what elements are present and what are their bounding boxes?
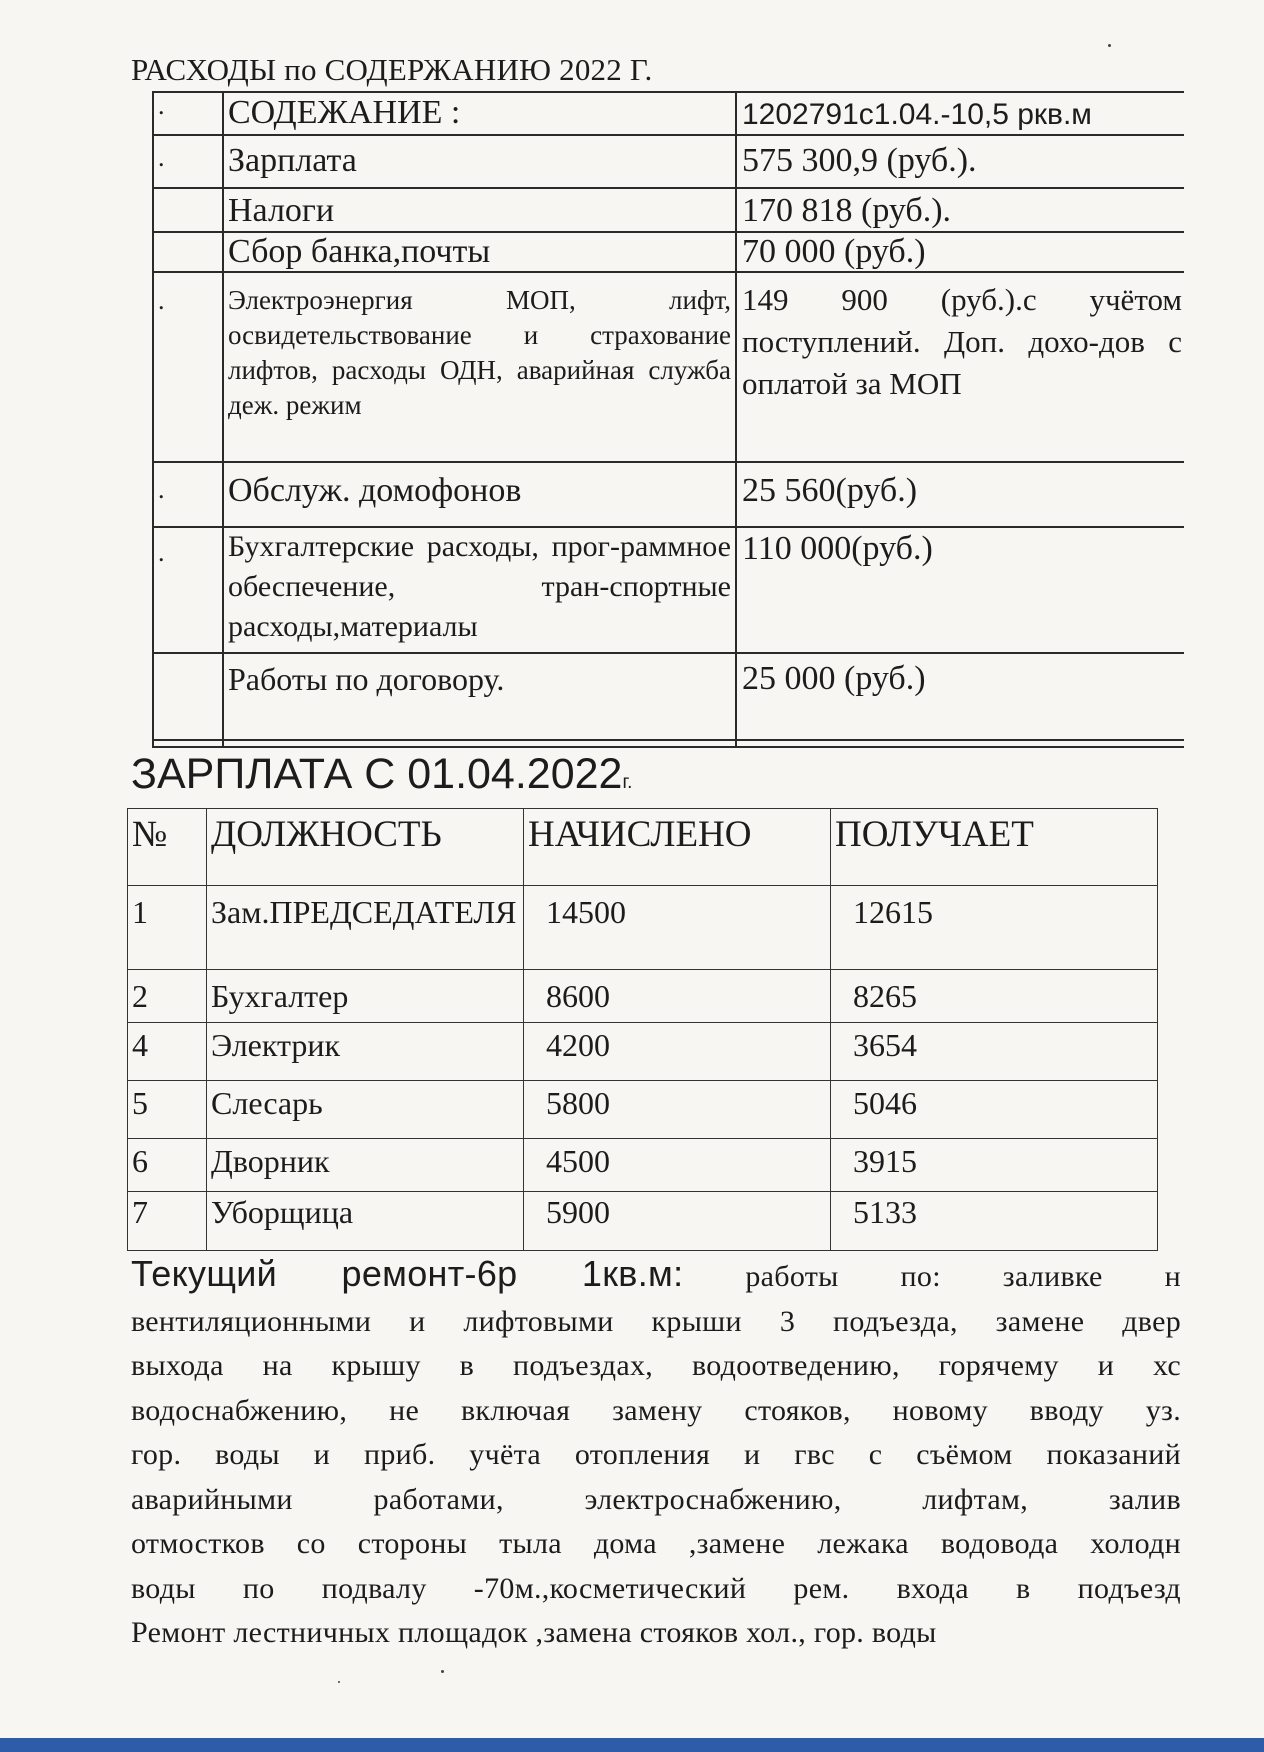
salary-num: 6 [128, 1139, 207, 1192]
scan-speck [1108, 44, 1111, 47]
salary-position: Электрик [207, 1023, 524, 1081]
scan-speck [338, 1681, 340, 1683]
repair-line: отмостков со стороны тыла дома ,замене лежака водовода холодн [131, 1527, 1181, 1560]
repair-line: водоснабжению, не включая замену стояков, новому вводу уз. [131, 1393, 1181, 1427]
expense-row-num: . [158, 538, 165, 567]
repair-paragraph [131, 1252, 1181, 1656]
repair-line: Ремонт лестничных площадок ,замена стояков хол., гор. воды [131, 1616, 937, 1649]
salary-row [128, 886, 1158, 970]
salary-header-accrued: НАЧИСЛЕНО [524, 809, 831, 886]
expense-row-value: 25 000 (руб.) [742, 660, 926, 697]
expense-row-item: Работы по договору. [228, 661, 505, 697]
salary-position: Слесарь [207, 1081, 524, 1139]
expense-row-value: 70 000 (руб.) [742, 233, 926, 270]
expenses-table [152, 91, 1184, 747]
salary-received: 5133 [831, 1192, 1158, 1251]
document-title: РАСХОДЫ по СОДЕРЖАНИЮ 2022 Г. [131, 52, 653, 87]
repair-line: аварийными работами, электроснабжению, лифтам, залив [131, 1482, 1181, 1516]
salary-accrued: 4500 [524, 1139, 831, 1192]
salary-section-title [131, 750, 632, 799]
salary-position: Уборщица [207, 1192, 524, 1251]
repair-line: вентиляционными и лифтовыми крыши 3 подъезда, замене двер [131, 1304, 1181, 1338]
salary-header-position: ДОЛЖНОСТЬ [207, 809, 524, 886]
repair-line: выхода на крышу в подъездах, водоотведению, горячему и хс [131, 1349, 1181, 1382]
salary-title-suffix: г. [622, 772, 633, 793]
salary-num: 2 [128, 970, 207, 1023]
salary-received: 8265 [831, 970, 1158, 1023]
salary-received: 5046 [831, 1081, 1158, 1139]
salary-header-num: № [128, 809, 207, 886]
expense-row-value: 575 300,9 (руб.). [742, 142, 977, 179]
expense-row-item: Налоги [228, 192, 335, 229]
expense-row-value: 25 560(руб.) [742, 472, 918, 509]
repair-line [131, 1252, 1181, 1300]
salary-accrued: 4200 [524, 1023, 831, 1081]
salary-received: 3654 [831, 1023, 1158, 1081]
salary-row [128, 1139, 1158, 1192]
expense-row-value: 170 818 (руб.). [742, 192, 952, 229]
salary-num: 7 [128, 1192, 207, 1251]
expense-header-value: 1202791с1.04.-10,5 ркв.м [742, 98, 1092, 131]
salary-accrued: 8600 [524, 970, 831, 1023]
repair-lead: Текущий ремонт-6р 1кв.м: [131, 1253, 684, 1294]
salary-position: Бухгалтер [207, 970, 524, 1023]
expense-row-item: Электроэнергия МОП, лифт, освидетельствование и страхование лифтов, расходы ОДН, аварийная служба деж. режим [228, 285, 731, 420]
salary-row [128, 1081, 1158, 1139]
expense-row-value: 149 900 (руб.).с учётом поступлений. Доп. дохо-дов с оплатой за МОП [742, 282, 1182, 401]
expense-header-num: . [158, 91, 165, 120]
expense-row-item: Бухгалтерские расходы, прог-раммное обеспечение, тран-спортные расходы,материалы [228, 530, 731, 643]
salary-position: Зам.ПРЕДСЕДАТЕЛЯ [207, 886, 524, 970]
salary-position: Дворник [207, 1139, 524, 1192]
salary-accrued: 14500 [524, 886, 831, 970]
expense-row-num: . [158, 286, 165, 315]
salary-received: 12615 [831, 886, 1158, 970]
scan-speck [441, 1670, 444, 1673]
expense-row-value: 110 000(руб.) [742, 530, 933, 567]
salary-row [128, 970, 1158, 1023]
repair-line: воды по подвалу -70м.,косметический рем. входа в подъезд [131, 1571, 1181, 1605]
expense-row-item: Сбор банка,почты [228, 233, 491, 270]
salary-accrued: 5800 [524, 1081, 831, 1139]
salary-num: 5 [128, 1081, 207, 1139]
expense-row-num: . [158, 475, 165, 504]
salary-num: 4 [128, 1023, 207, 1081]
expense-header-item: СОДЕЖАНИЕ : [228, 94, 461, 131]
expense-row-num: . [158, 143, 165, 172]
expense-row-item: Обслуж. домофонов [228, 472, 522, 509]
repair-line: гор. воды и приб. учёта отопления и гвс с съёмом показаний [131, 1438, 1181, 1471]
salary-accrued: 5900 [524, 1192, 831, 1251]
expense-row-item: Зарплата [228, 142, 357, 179]
salary-received: 3915 [831, 1139, 1158, 1192]
salary-num: 1 [128, 886, 207, 970]
salary-header-row [128, 809, 1158, 886]
salary-title-text: ЗАРПЛАТА С 01.04.2022 [131, 750, 623, 798]
salary-row [128, 1192, 1158, 1251]
salary-header-received: ПОЛУЧАЕТ [831, 809, 1158, 886]
salary-row [128, 1023, 1158, 1081]
salary-table [127, 808, 1158, 1251]
repair-line-text: работы по: заливке н [745, 1260, 1181, 1293]
scan-page-edge [0, 1738, 1264, 1752]
